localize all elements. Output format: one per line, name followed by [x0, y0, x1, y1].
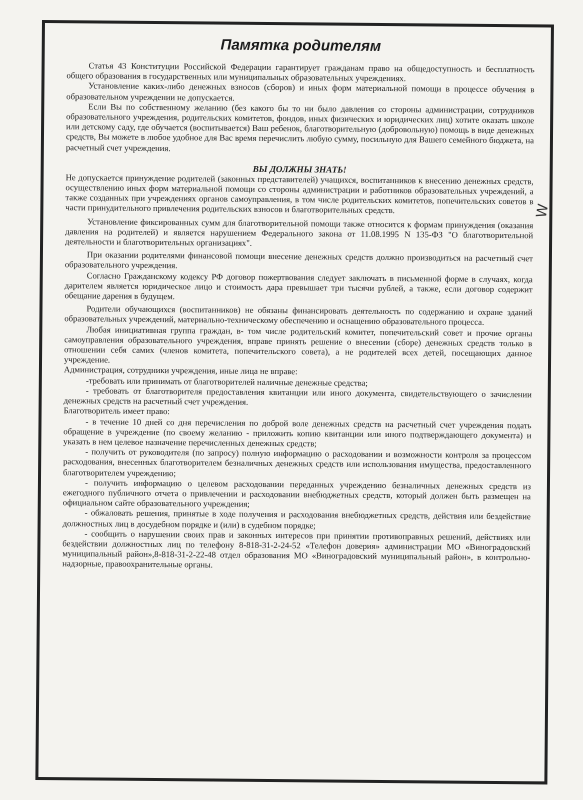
page-title: Памятка родителям — [220, 36, 382, 55]
admin-header: Администрация, сотрудники учреждения, иные лица не вправе: — [63, 364, 298, 377]
must-know-paragraph-3: При оказании родителями финансовой помощи внесение денежных средств должно производиться на расчетный счет образовательного учреждения. — [64, 249, 533, 271]
donor-item-4: - обжаловать решения, принятые в ходе получения и расходования внебюджетных средств, действия или бездействие должностных лиц в досудебном порядке и (или) в судебном порядке; — [62, 507, 531, 530]
donor-item-1: - в течение 10 дней со дня перечисления по доброй воле денежных средств на расчетный счет учреждения подать обращение в учреждение (по своему желанию - приложить копию квитанции или иного подтверждающего документа) и указать в нем целевое назначение перечисленных денежных средств; — [63, 415, 532, 449]
must-know-paragraph-6: Любая инициативная группа граждан, в- том числе родительский комитет, попечительский совет и прочие органы самоуправления образовательного учреждения, вправе принять решение о внесении (сборе) денежных средств только в отношении себя самих (членов комитета, попечительского совета), а не родителей всех детей, посещающих данное учреждение. — [63, 324, 533, 365]
admin-item-1: -требовать или принимать от благотворителей наличные денежные средства; — [85, 375, 368, 388]
intro-paragraph-2: Установление каких-либо денежных взносов (сборов) и иных форм материальной помощи в процессе обучения в образовательном учреждении не допускается. — [66, 80, 535, 103]
must-know-paragraph-1: Не допускается принуждение родителей (законных представителей) учащихся, воспитанников к внесению денежных средств, осуществлению иных форм материальной помощи со стороны администрации и работников образовательных учреждений, а также созданных при учреждениях органов самоуправления, в том числе родительских комитетов, попечительских советов в части принудительного привлечения родительских взносов и благотворительных средств. — [65, 172, 534, 216]
intro-paragraph-1: Статья 43 Конституции Российской Федерации гарантирует гражданам право на общедоступность и бесплатность общего образования в государственных или муниципальных образовательных учреждениях. — [66, 60, 535, 84]
donor-item-5: - сообщить о нарушении своих прав и законных интересов при принятии противоправных решений, действиях или бездействии должностных лиц по телефону 8-818-31-2-24-52 «Телефон доверия» администрации МО «Виноградовский муниципальный район»,8-818-31-2-22-48 отдел образования МО «Виноградовский муниципальный район», в контрольно-надзорные, правоохранительные органы. — [62, 528, 531, 570]
must-know-paragraph-5: Родители обучающихся (воспитанников) не обязаны финансировать деятельность по содержанию и охране зданий образовательных учреждений, материально-техническому обеспечению и оснащению образовательного процесса. — [64, 303, 533, 328]
donor-item-2: - получить от руководителя (по запросу) полную информацию о расходовании и возможности контроля за процессом расходования, внесенных благотворителем безналичных денежных средств или использования имущества, предоставленного благотворителем учреждению; — [63, 446, 532, 478]
handwritten-margin-mark: W — [533, 202, 553, 220]
intro-paragraph-3: Если Вы по собственному желанию (без какого бы то ни было давления со стороны администрации, сотрудников образовательного учреждения, родительских комитетов, фондов, иных физических и юридических лиц) хотите оказать школе или детскому саду, где обучается (воспитывается) Ваш ребенок, благотворительную (добровольную) помощь в виде денежных средств, Вы можете в любое удобное для Вас время перечислить любую сумму, посильную для Вашего семейного бюджета, на расчетный счет учреждения. — [65, 101, 535, 153]
must-know-heading: ВЫ ДОЛЖНЫ ЗНАТЬ! — [252, 163, 347, 175]
admin-item-2: - требовать от благотворителя предоставления квитанции или иного документа, свидетельствующего о зачислении денежных средств на расчетный счет учреждения. — [63, 385, 532, 407]
must-know-paragraph-4: Согласно Гражданскому кодексу РФ договор пожертвования следует заключать в письменной форме в случаях, когда дарителем является юридическое лицо и стоимость дара превышает три тысячи рублей, а также, если договор содержит обещание дарения в будущем. — [64, 270, 533, 302]
donor-header: Благотворитель имеет право: — [63, 405, 170, 417]
donor-item-3: - получить информацию о целевом расходовании переданных учреждению безналичных денежных средств из ежегодного публичного отчета о привлечении и расходовании внебюджетных средств, который должен быть размещен на официальном сайте образовательного учреждения; — [62, 477, 531, 509]
must-know-paragraph-2: Установление фиксированных сумм для благотворительной помощи также относится к формам принуждения (оказания давления на родителей) и является нарушением Федерального закона от 11.08.1995 N 135-ФЗ "О благотворительной деятельности и благотворительных организациях". — [65, 216, 534, 248]
memo-frame — [35, 20, 554, 784]
